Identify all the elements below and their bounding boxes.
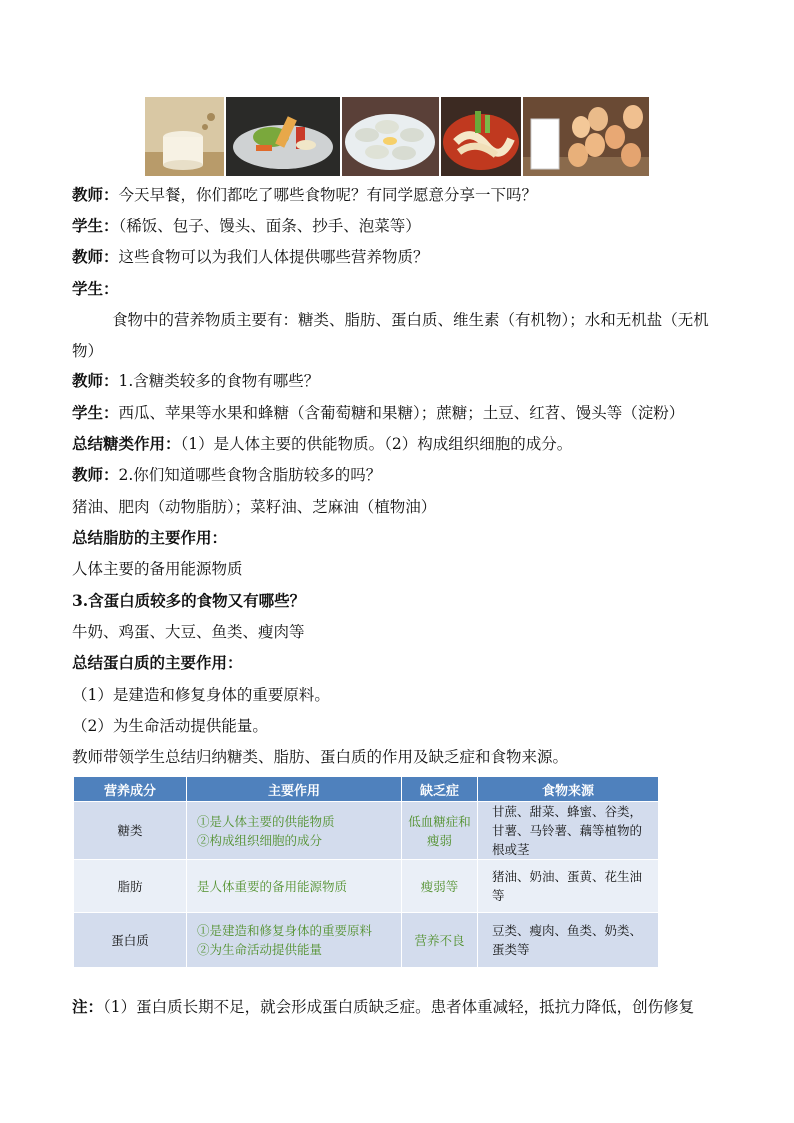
speaker-label: 教师： — [72, 247, 119, 266]
role-line: 是人体重要的备用能源物质 — [197, 878, 348, 894]
teacher-line-1 — [72, 184, 732, 206]
student-line-1 — [72, 215, 732, 237]
food-source: 猪油、奶油、蛋黄、花生油等 — [478, 860, 659, 913]
soymilk-photo — [145, 97, 224, 176]
summary-label: 总结糖类作用： — [72, 434, 181, 453]
role-line: ①是人体主要的供能物质 — [197, 813, 335, 829]
fat-foods — [72, 496, 732, 518]
line-text: 这些食物可以为我们人体提供哪些营养物质？ — [118, 248, 429, 266]
role-line: ①是建造和修复身体的重要原料 — [197, 923, 373, 938]
line-text: 教师带领学生总结归纳糖类、脂肪、蛋白质的作用及缺乏症和食物来源。 — [72, 748, 569, 766]
nutrient-table — [73, 776, 659, 968]
nutrient-name: 蛋白质 — [74, 913, 187, 968]
line-text: 猪油、肥肉（动物脂肪）；菜籽油、芝麻油（植物油） — [72, 498, 437, 516]
header-food-source: 食物来源 — [478, 777, 659, 802]
student-line-2 — [72, 278, 732, 300]
protein-role-1 — [72, 684, 732, 706]
speaker-label: 教师： — [72, 185, 119, 204]
table-row — [74, 860, 659, 913]
teacher-summary-intro — [72, 746, 732, 768]
food-photo-strip — [145, 97, 649, 176]
summary-label: 总结脂肪的主要作用： — [72, 528, 228, 547]
role-line: ②构成组织细胞的成分 — [197, 832, 323, 848]
header-nutrient: 营养成分 — [74, 777, 187, 802]
fat-summary-heading — [72, 527, 732, 549]
line-text: （1）是人体主要的供能物质。（2）构成组织细胞的成分。 — [180, 435, 573, 453]
table-row — [74, 802, 659, 860]
protein-summary-heading — [72, 652, 732, 674]
line-text: 2.你们知道哪些食物含脂肪较多的吗？ — [118, 466, 382, 484]
line-text: （1）是建造和修复身体的重要原料。 — [72, 686, 330, 704]
speaker-label: 学生： — [72, 216, 119, 235]
main-role — [187, 802, 402, 860]
student-answer-sugar — [72, 402, 732, 424]
teacher-question-fat — [72, 464, 732, 486]
line-text: 西瓜、苹果等水果和蜂糖（含葡萄糖和果糖）；蔗糖；土豆、红苕、馒头等（淀粉） — [118, 404, 685, 422]
note-line — [72, 996, 732, 1018]
main-role — [187, 913, 402, 968]
protein-role-2 — [72, 715, 732, 737]
salad-photo — [226, 97, 341, 176]
sugar-summary — [72, 433, 732, 455]
eggs-milk-photo — [523, 97, 649, 176]
summary-label: 总结蛋白质的主要作用： — [72, 653, 243, 672]
food-source: 豆类、瘦肉、鱼类、奶类、蛋类等 — [478, 913, 659, 968]
protein-foods — [72, 621, 732, 643]
nutrients-paragraph: 食物中的营养物质主要有：糖类、脂肪、蛋白质、维生素（有机物）；水和无机盐（无机物） — [72, 311, 709, 360]
header-main-role: 主要作用 — [187, 777, 402, 802]
nutrient-name: 糖类 — [74, 802, 187, 860]
food-source: 甘蔗、甜菜、蜂蜜、谷类，甘薯、马铃薯、藕等植物的根或茎 — [478, 802, 659, 860]
line-text: 今天早餐，你们都吃了哪些食物呢？有同学愿意分享一下吗？ — [118, 186, 538, 204]
line-text: （1）蛋白质长期不足，就会形成蛋白质缺乏症。患者体重减轻，抵抗力降低，创伤修复 — [103, 998, 695, 1016]
speaker-label: 教师： — [72, 371, 119, 390]
nutrient-name: 脂肪 — [74, 860, 187, 913]
noodles-photo — [441, 97, 521, 176]
question-label: 3.含蛋白质较多的食物又有哪些？ — [72, 591, 306, 610]
line-text: 人体主要的备用能源物质 — [72, 560, 243, 578]
protein-question — [72, 590, 732, 612]
speaker-label: 学生： — [72, 279, 119, 298]
deficiency: 瘦弱等 — [402, 860, 478, 913]
table-row — [74, 913, 659, 968]
main-role — [187, 860, 402, 913]
dumplings-photo — [342, 97, 439, 176]
speaker-label: 学生： — [72, 403, 119, 422]
line-text: 1.含糖类较多的食物有哪些？ — [118, 372, 320, 390]
header-deficiency: 缺乏症 — [402, 777, 478, 802]
deficiency: 营养不良 — [402, 913, 478, 968]
table-header-row — [74, 777, 659, 802]
deficiency: 低血糖症和瘦弱 — [402, 802, 478, 860]
speaker-label: 教师： — [72, 465, 119, 484]
role-line: ②为生命活动提供能量 — [197, 942, 323, 957]
teacher-line-2 — [72, 246, 732, 268]
teacher-question-sugar — [72, 370, 732, 392]
note-label: 注： — [72, 997, 104, 1016]
line-text: 牛奶、鸡蛋、大豆、鱼类、瘦肉等 — [72, 623, 305, 641]
line-text: （稀饭、包子、馒头、面条、抄手、泡菜等） — [118, 217, 421, 235]
fat-role — [72, 558, 732, 580]
line-text: （2）为生命活动提供能量。 — [72, 717, 268, 735]
